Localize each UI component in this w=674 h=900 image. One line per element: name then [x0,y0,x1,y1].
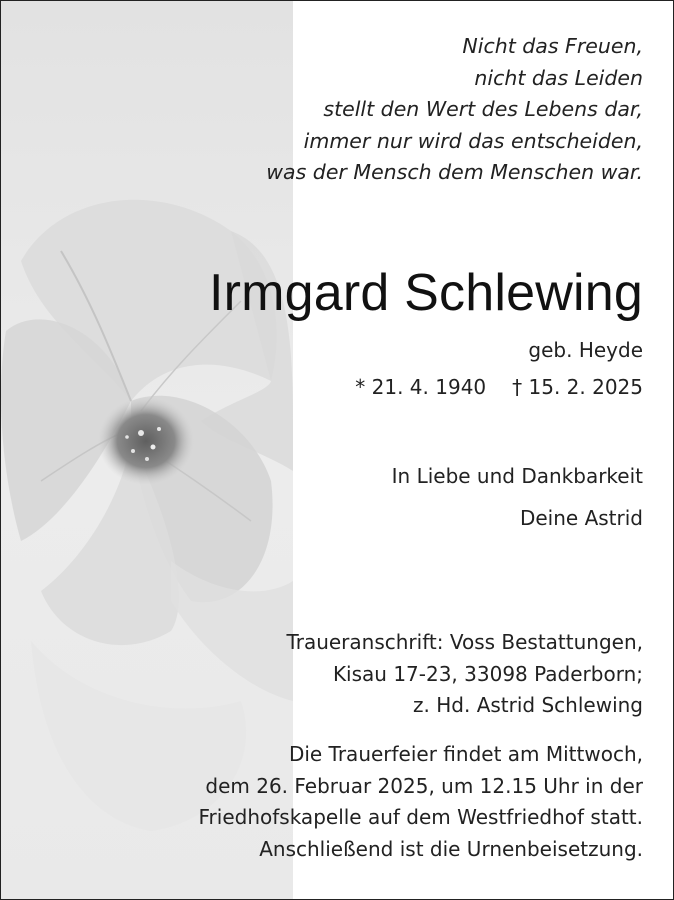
birth-date: * 21. 4. 1940 [355,375,487,399]
poem-line: Nicht das Freuen, [462,34,643,58]
farewell-message: In Liebe und Dankbarkeit [391,464,643,488]
birth-name: geb. Heyde [528,338,643,362]
poem-line: was der Mensch dem Menschen war. [266,160,643,184]
death-date: † 15. 2. 2025 [512,375,643,399]
ceremony-line: Friedhofskapelle auf dem Westfriedhof statt. [198,805,643,829]
ceremony-info [199,739,644,865]
ceremony-line: Anschließend ist die Urnenbeisetzung. [259,836,643,861]
address-line: z. Hd. Astrid Schlewing [413,693,643,717]
farewell-signature: Deine Astrid [519,506,643,530]
poem-line: stellt den Wert des Lebens dar, [323,97,643,121]
ceremony-line: Die Trauerfeier findet am Mittwoch, [288,742,643,766]
ceremony-line: dem 26. Februar 2025, um 12.15 Uhr in der [205,773,643,798]
poem-line: nicht das Leiden [474,65,643,90]
deceased-name: Irmgard Schlewing [208,264,643,322]
life-dates [355,375,643,399]
poem [266,31,643,189]
mourning-address [286,627,643,722]
address-line: Kisau 17-23, 33098 Paderborn; [332,661,643,686]
address-line: Traueranschrift: Voss Bestattungen, [286,630,643,654]
poem-line: immer nur wird das entscheiden, [303,128,643,153]
